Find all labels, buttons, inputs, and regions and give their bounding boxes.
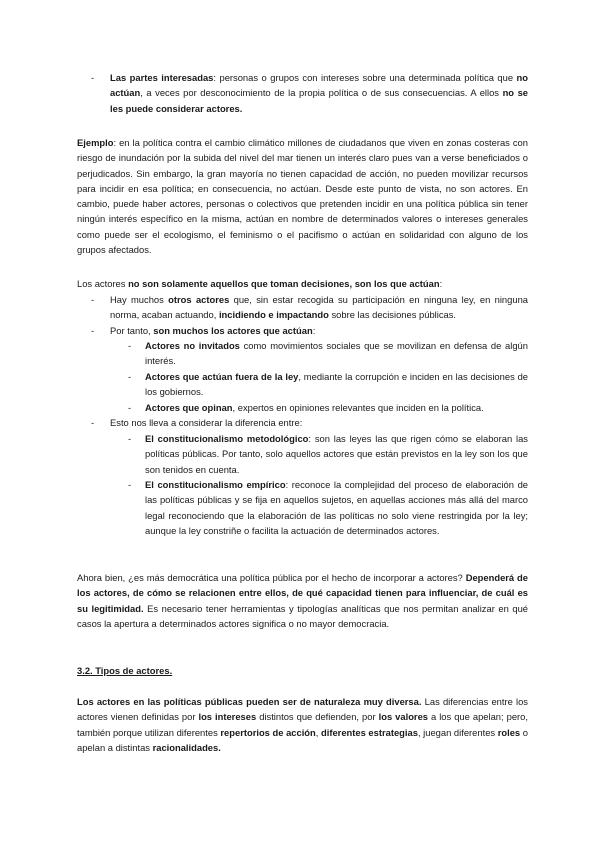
democracy-question-paragraph: Ahora bien, ¿es más democrática una política pública por el hecho de incorporar a actores? Dependerá de los actores, de cómo se relacionen entre ellos, de qué capacidad tienen para influenciar, de cuál es su legitimidad. Es necesario tener herramientas y tipologías analíticas que nos permitan analizar en qué casos la apertura a determinados actores significa o no mayor democracia.	[77, 572, 529, 629]
sub-bullet-empirical-constitutionalism: El constitucionalismo empírico: reconoce la complejidad del proceso de elaboración de las políticas públicas y se fija en aquellos sujetos, en aquellas acciones más allá del marco legal reconociendo que la elaboración de las políticas no solo viene restringida por la ley; aunque la ley constriñe o facilita la actuación de determinados actores.	[145, 479, 529, 536]
actor-types-paragraph: Los actores en las políticas públicas pueden ser de naturaleza muy diversa. Las diferencias entre los actores vienen definidas por los intereses distintos que defienden, por los valores a los que apelan; pero, también porque utilizan diferentes repertorios de acción, diferentes estrategias, juegan diferentes roles o apelan a distintas racionalidades.	[77, 696, 528, 753]
bullet-stakeholders: Las partes interesadas: personas o grupos con intereses sobre una determinada política que no actúan, a veces por desconocimiento de la propia política o de sus consecuencias. A ellos no se les puede considerar actores.	[110, 72, 528, 114]
bullet-dash: -	[91, 417, 95, 428]
sub-bullet-opinion-actors: Actores que opinan, expertos en opiniones relevantes que inciden en la política.	[145, 402, 484, 413]
bullet-difference: Esto nos lleva a considerar la diferencia entre:	[110, 417, 303, 428]
bullet-other-actors: Hay muchos otros actores que, sin estar recogida su participación en ninguna ley, en ninguna norma, acaban actuando, incidiendo e impactando sobre las decisiones públicas.	[110, 294, 528, 321]
example-label: Ejemplo	[77, 137, 114, 148]
sub-bullet-dash: -	[128, 433, 132, 444]
bullet-dash: -	[91, 325, 95, 336]
bullet-dash: -	[91, 294, 95, 305]
bullet-dash: -	[91, 72, 95, 83]
term-stakeholders: Las partes interesadas	[110, 72, 214, 83]
sub-bullet-dash: -	[128, 340, 132, 351]
actors-intro: Los actores no son solamente aquellos que toman decisiones, son los que actúan:	[77, 278, 443, 289]
section-heading-text: 3.2. Tipos de actores.	[77, 665, 173, 676]
sub-bullet-dash: -	[128, 371, 132, 382]
example-paragraph: Ejemplo: en la política contra el cambio climático millones de ciudadanos que viven en zonas costeras con riesgo de inundación por la subida del nivel del mar tienen un interés claro pues van a verse beneficiados o perjudicados. Sin embargo, la gran mayoría no tienen capacidad de acción, no pueden movilizar recursos para incidir en esa política; en consecuencia, no actúan. Desde este punto de vista, no son actores. En cambio, puede haber actores, personas o colectivos que pretenden incidir en una política pública sin tener ningún interés específico en la misma, actúan en nombre de determinados valores o intereses generales como puede ser el ecologismo, el feminismo o el pacifismo o actúan en solidaridad con alguno de los grupos afectados.	[77, 137, 528, 256]
bullet-many-actors: Por tanto, son muchos los actores que actúan:	[110, 325, 316, 336]
section-heading	[77, 663, 528, 678]
sub-bullet-dash: -	[128, 402, 132, 413]
sub-bullet-dash: -	[128, 479, 132, 490]
sub-bullet-uninvited-actors: Actores no invitados como movimientos sociales que se movilizan en defensa de algún interés.	[145, 340, 528, 367]
sub-bullet-outside-law-actors: Actores que actúan fuera de la ley, mediante la corrupción e inciden en las decisiones de los gobiernos.	[145, 371, 528, 398]
sub-bullet-methodological-constitutionalism: El constitucionalismo metodológico: son las leyes las que rigen cómo se elaboran las políticas públicas. Por tanto, solo aquellos actores que están previstos en la ley son los que son tenidos en cuenta.	[145, 433, 528, 475]
